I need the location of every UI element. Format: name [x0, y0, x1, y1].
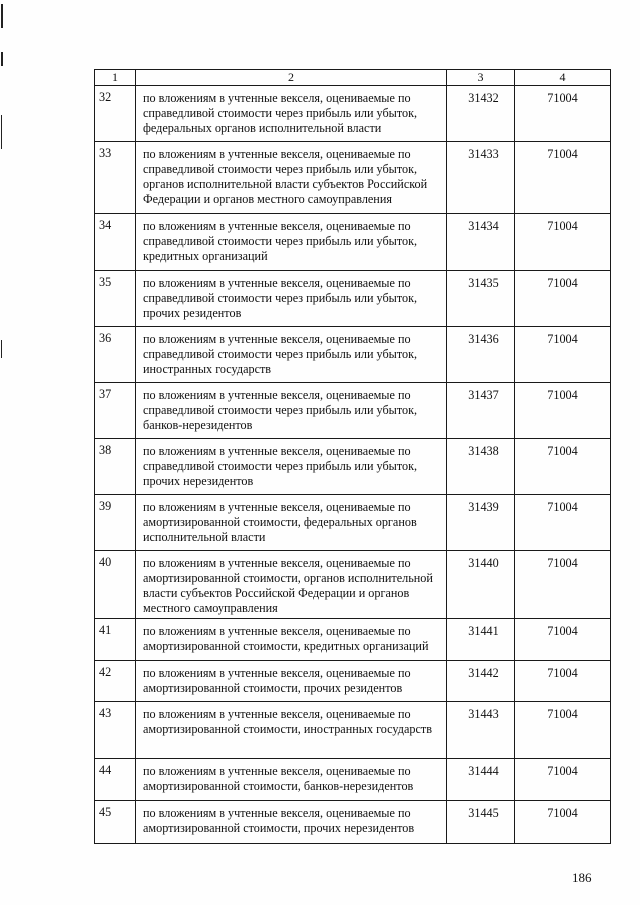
table-row	[95, 439, 611, 495]
row-number: 41	[95, 619, 136, 661]
row-number: 35	[95, 271, 136, 327]
scan-edge-mark	[1, 4, 3, 28]
column-header: 2	[136, 70, 447, 86]
row-account-number: 71004	[515, 495, 611, 551]
scan-edge-mark	[1, 115, 2, 149]
table-row	[95, 327, 611, 383]
row-description: по вложениям в учтенные векселя, оцениваемые по справедливой стоимости через прибыль или убыток, органов исполнительной власти субъектов Российской Федерации и органов местного самоуправления	[136, 142, 447, 214]
row-description: по вложениям в учтенные векселя, оцениваемые по амортизированной стоимости, органов исполнительной власти субъектов Российской Федерации и органов местного самоуправления	[136, 551, 447, 619]
table-row	[95, 142, 611, 214]
column-header: 1	[95, 70, 136, 86]
accounts-table	[94, 69, 611, 844]
row-number: 45	[95, 801, 136, 844]
row-description: по вложениям в учтенные векселя, оцениваемые по амортизированной стоимости, банков-нерезидентов	[136, 759, 447, 801]
page-number: 186	[572, 870, 592, 885]
row-account-number: 71004	[515, 801, 611, 844]
column-header: 4	[515, 70, 611, 86]
row-account-number: 71004	[515, 702, 611, 759]
row-symbol-code: 31433	[447, 142, 515, 214]
row-symbol-code: 31445	[447, 801, 515, 844]
row-symbol-code: 31441	[447, 619, 515, 661]
column-header: 3	[447, 70, 515, 86]
row-description: по вложениям в учтенные векселя, оцениваемые по справедливой стоимости через прибыль или убыток, банков-нерезидентов	[136, 383, 447, 439]
row-number: 42	[95, 661, 136, 702]
table-row	[95, 551, 611, 619]
row-description: по вложениям в учтенные векселя, оцениваемые по амортизированной стоимости, иностранных государств	[136, 702, 447, 759]
row-account-number: 71004	[515, 619, 611, 661]
row-description: по вложениям в учтенные векселя, оцениваемые по справедливой стоимости через прибыль или убыток, прочих резидентов	[136, 271, 447, 327]
table-row	[95, 383, 611, 439]
row-description: по вложениям в учтенные векселя, оцениваемые по справедливой стоимости через прибыль или убыток, кредитных организаций	[136, 214, 447, 271]
row-symbol-code: 31437	[447, 383, 515, 439]
row-description: по вложениям в учтенные векселя, оцениваемые по амортизированной стоимости, прочих резидентов	[136, 661, 447, 702]
row-account-number: 71004	[515, 86, 611, 142]
row-number: 37	[95, 383, 136, 439]
table-header-row	[95, 70, 611, 86]
row-description: по вложениям в учтенные векселя, оцениваемые по амортизированной стоимости, федеральных органов исполнительной власти	[136, 495, 447, 551]
row-account-number: 71004	[515, 439, 611, 495]
row-number: 44	[95, 759, 136, 801]
row-number: 32	[95, 86, 136, 142]
row-number: 38	[95, 439, 136, 495]
row-number: 40	[95, 551, 136, 619]
row-symbol-code: 31439	[447, 495, 515, 551]
row-description: по вложениям в учтенные векселя, оцениваемые по справедливой стоимости через прибыль или убыток, федеральных органов исполнительной власти	[136, 86, 447, 142]
row-symbol-code: 31440	[447, 551, 515, 619]
row-symbol-code: 31436	[447, 327, 515, 383]
row-number: 34	[95, 214, 136, 271]
row-symbol-code: 31435	[447, 271, 515, 327]
row-number: 43	[95, 702, 136, 759]
row-symbol-code: 31443	[447, 702, 515, 759]
row-account-number: 71004	[515, 661, 611, 702]
table-row	[95, 801, 611, 844]
scan-edge-mark	[1, 52, 3, 66]
row-account-number: 71004	[515, 551, 611, 619]
row-description: по вложениям в учтенные векселя, оцениваемые по амортизированной стоимости, прочих нерезидентов	[136, 801, 447, 844]
row-number: 39	[95, 495, 136, 551]
row-account-number: 71004	[515, 142, 611, 214]
table-row	[95, 495, 611, 551]
table-row	[95, 661, 611, 702]
row-symbol-code: 31444	[447, 759, 515, 801]
row-account-number: 71004	[515, 214, 611, 271]
table-row	[95, 759, 611, 801]
row-symbol-code: 31432	[447, 86, 515, 142]
table-row	[95, 271, 611, 327]
scan-edge-mark	[1, 340, 2, 358]
table-row	[95, 214, 611, 271]
row-account-number: 71004	[515, 759, 611, 801]
row-symbol-code: 31442	[447, 661, 515, 702]
table-row	[95, 86, 611, 142]
row-number: 36	[95, 327, 136, 383]
table-row	[95, 702, 611, 759]
row-number: 33	[95, 142, 136, 214]
row-description: по вложениям в учтенные векселя, оцениваемые по амортизированной стоимости, кредитных организаций	[136, 619, 447, 661]
row-symbol-code: 31434	[447, 214, 515, 271]
row-account-number: 71004	[515, 327, 611, 383]
row-description: по вложениям в учтенные векселя, оцениваемые по справедливой стоимости через прибыль или убыток, прочих нерезидентов	[136, 439, 447, 495]
row-symbol-code: 31438	[447, 439, 515, 495]
row-account-number: 71004	[515, 383, 611, 439]
table-row	[95, 619, 611, 661]
row-description: по вложениям в учтенные векселя, оцениваемые по справедливой стоимости через прибыль или убыток, иностранных государств	[136, 327, 447, 383]
row-account-number: 71004	[515, 271, 611, 327]
